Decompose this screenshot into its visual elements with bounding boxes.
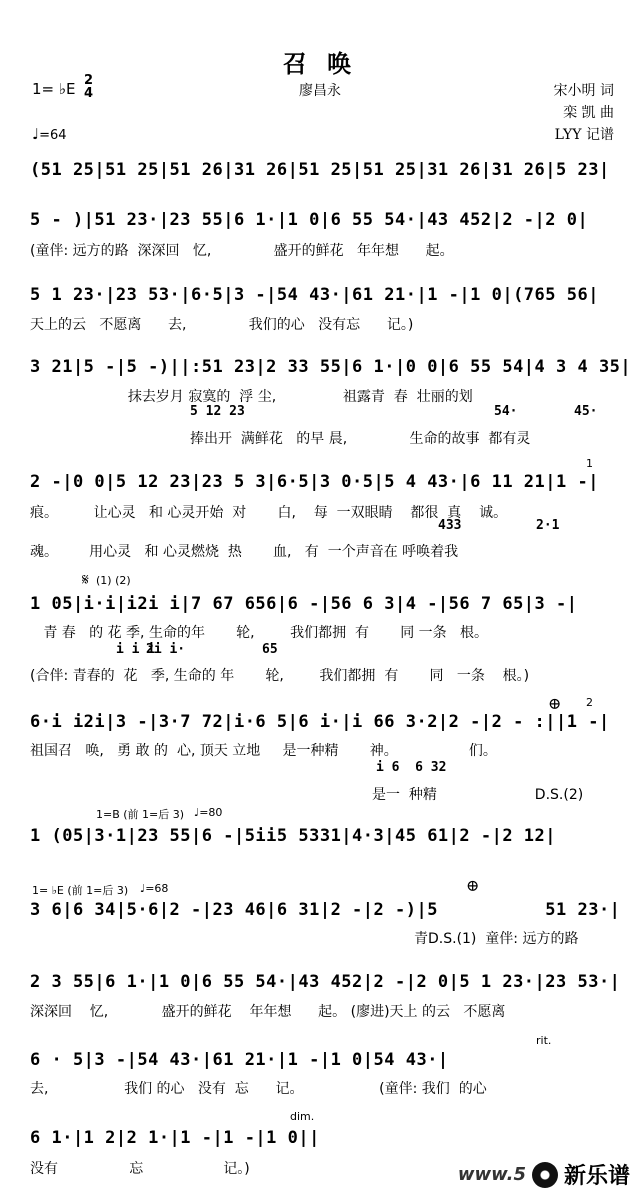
notation-line-6: 1 05|i·i|i2i i|7 67 656|6 -|56 6 3|4 -|56 7 65|3 -| bbox=[30, 594, 578, 614]
key-change-2: 1= ♭E (前 1=后 3) bbox=[32, 884, 129, 897]
alt-lyric-line-4 bbox=[30, 784, 620, 804]
lyric-line-10: 深深回 忆, 盛开的鲜花 年年想 起。 (廖进)天上 的云 不愿离 bbox=[30, 1004, 506, 1020]
alt-notes-3: 45· bbox=[574, 404, 598, 419]
alt-notes-5: 2·1 bbox=[536, 518, 560, 533]
record-disc-icon bbox=[532, 1162, 558, 1188]
alt-notes-6: i i i bbox=[116, 642, 156, 657]
alt-notes-8: 65 bbox=[262, 642, 278, 657]
quarter-note-icon: ♩ bbox=[140, 882, 146, 895]
brand-name: 新乐谱 bbox=[563, 1164, 630, 1189]
composer: 栾 凯 曲 bbox=[563, 105, 614, 121]
alt-lyric-line-1 bbox=[30, 428, 620, 448]
notation-line-11: 6 · 5|3 -|54 43·|61 21·|1 -|1 0|54 43·| bbox=[30, 1050, 449, 1070]
alt-lyric-text-4: 是一 种精 D.S.(2) bbox=[372, 787, 584, 803]
notation-line-2: 5 - )|51 23·|23 55|6 1·|1 0|6 55 54·|43 452|2 -|2 0| bbox=[30, 210, 589, 230]
performer-name: 廖昌永 bbox=[299, 83, 341, 99]
alt-notes-1: 5 12 23 bbox=[190, 404, 245, 419]
notation-line-7: 6·i i2i|3 -|3·7 72|i·6 5|6 i·|i 66 3·2|2 -|2 - :||1 -| bbox=[30, 712, 610, 732]
alt-lyric-line-5 bbox=[30, 928, 620, 948]
lyric-line-6: 青 春 的 花 季, 生命的年 轮, 我们都拥 有 同 一条 根。 bbox=[30, 625, 489, 641]
time-signature bbox=[84, 74, 93, 100]
volta-2-marker: 2 bbox=[586, 696, 593, 709]
lyric-line-7: 祖国召 唤, 勇 敢 的 心, 顶天 立地 是一种精 神。 们。 bbox=[30, 743, 497, 759]
tempo-change-2-value: =68 bbox=[145, 882, 169, 895]
lyric-line-3: 天上的云 不愿离 去, 我们的心 没有忘 记。) bbox=[30, 317, 414, 333]
key-signature: 1= ♭E bbox=[32, 80, 76, 98]
notation-line-10: 2 3 55|6 1·|1 0|6 55 54·|43 452|2 -|2 0|5 1 23·|23 53·| bbox=[30, 972, 621, 992]
time-numerator: 2 bbox=[84, 73, 94, 88]
lyric-line-5: 痕。 让心灵 和 心灵开始 对 白, 每 一双眼睛 都很 真 诚。 bbox=[30, 505, 508, 521]
notation-line-3: 5 1 23·|23 53·|6·5|3 -|54 43·|61 21·|1 -|1 0|(765 56| bbox=[30, 285, 599, 305]
notation-line-1: (51 25|51 25|51 26|31 26|51 25|51 25|31 26|31 26|5 23| bbox=[30, 160, 610, 180]
lyric-line-2: (童伴: 远方的路 深深回 忆, 盛开的鲜花 年年想 起。 bbox=[30, 243, 454, 259]
alt-lyric-text-1: 捧出开 满鲜花 的早 晨, 生命的故事 都有灵 bbox=[190, 431, 531, 447]
ritardando-marker: rit. bbox=[536, 1034, 552, 1047]
notation-line-12: 6 1·|1 2|2 1·|1 -|1 -|1 0|| bbox=[30, 1128, 320, 1148]
song-title: 召 唤 bbox=[282, 49, 358, 78]
lyric-line-11: 去, 我们 的心 没有 忘 记。 (童伴: 我们 的心 bbox=[30, 1081, 487, 1097]
time-denominator: 4 bbox=[84, 86, 94, 101]
coda-icon: ⊕ bbox=[466, 876, 480, 895]
site-url: www.5 bbox=[457, 1164, 526, 1185]
tempo-change-1 bbox=[194, 806, 222, 819]
tempo-change-1-value: =80 bbox=[199, 806, 223, 819]
tempo-marking bbox=[32, 125, 67, 143]
segno-icon: 𝄋 bbox=[82, 570, 89, 589]
segno-repeat-marker: (1) (2) bbox=[96, 574, 131, 587]
lyricist: 宋小明 词 bbox=[553, 83, 614, 99]
quarter-note-icon: ♩ bbox=[194, 806, 200, 819]
tempo-change-2 bbox=[140, 882, 168, 895]
lyric-line-4: 抹去岁月 寂寞的 浮 尘, 祖露青 春 壮丽的划 bbox=[30, 389, 473, 405]
credits bbox=[554, 80, 614, 146]
notation-line-9: 3 6|6 34|5·6|2 -|23 46|6 31|2 -|2 -)|5 51 23·| bbox=[30, 900, 621, 920]
volta-1-marker: 1 bbox=[586, 457, 593, 470]
coda-icon: ⊕ bbox=[548, 694, 562, 713]
alt-lyric-text-5: 青D.S.(1) 童伴: 远方的路 bbox=[414, 931, 579, 947]
alt-notes-4: 433 bbox=[438, 518, 462, 533]
lyric-line-12: 没有 忘 记。) bbox=[30, 1161, 250, 1177]
alt-lyric-line-2: 魂。 用心灵 和 心灵燃烧 热 血, 有 一个声音在 呼唤着我 bbox=[30, 544, 459, 560]
notation-line-5: 2 -|0 0|5 12 23|23 5 3|6·5|3 0·5|5 4 43·|6 11 21|1 -| bbox=[30, 472, 599, 492]
diminuendo-marker: dim. bbox=[290, 1110, 315, 1123]
alt-notes-7: 2i i· bbox=[146, 642, 186, 657]
transcriber: LYY 记谱 bbox=[554, 127, 614, 143]
alt-notes-9: i 6 6 32 bbox=[376, 760, 447, 775]
alt-lyric-line-3: (合伴: 青春的 花 季, 生命的 年 轮, 我们都拥 有 同 一条 根。) bbox=[30, 668, 530, 684]
key-change-1: 1=B (前 1=后 3) bbox=[96, 808, 185, 821]
site-watermark bbox=[458, 1159, 630, 1190]
notation-line-4: 3 21|5 -|5 -)||:51 23|2 33 55|6 1·|0 0|6 55 54|4 3 4 35| bbox=[30, 357, 632, 377]
tempo-value: =64 bbox=[39, 128, 67, 143]
notation-line-8: 1 (05|3·1|23 55|6 -|5ii5 5331|4·3|45 61|2 -|2 12| bbox=[30, 826, 557, 846]
alt-notes-2: 54· bbox=[494, 404, 518, 419]
quarter-note-icon: ♩ bbox=[32, 125, 40, 143]
